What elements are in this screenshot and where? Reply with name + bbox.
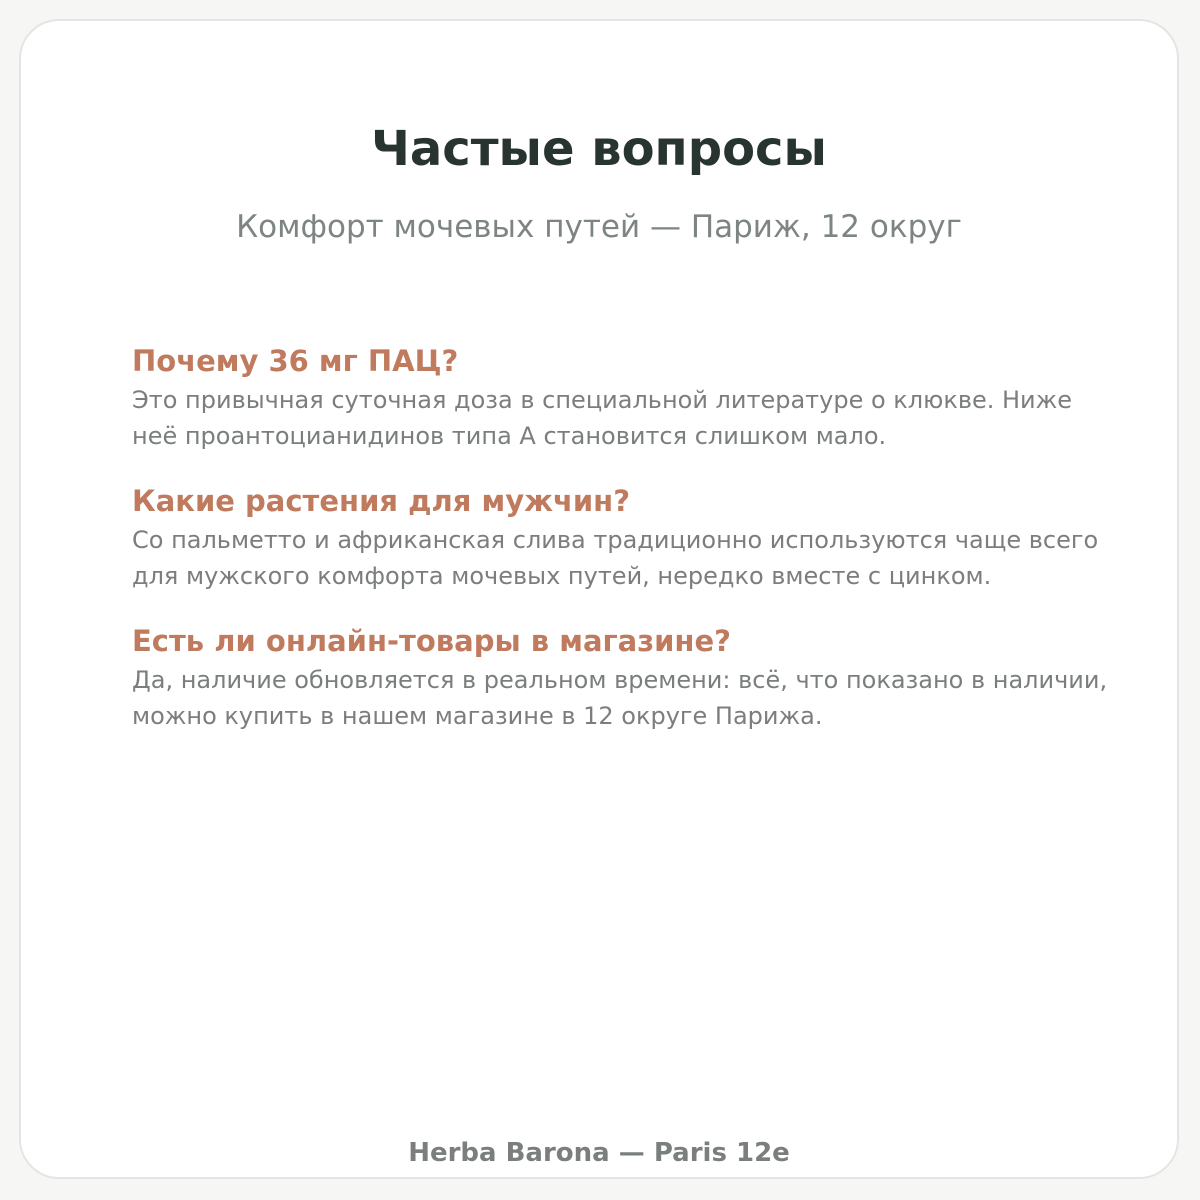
faq-answer: Да, наличие обновляется в реальном времени: всё, что показано в наличии, можно купить в нашем магазине в 12 округе Парижа. — [132, 666, 1108, 730]
faq-item — [132, 481, 1122, 594]
faq-item — [132, 621, 1122, 734]
page-subtitle: Комфорт мочевых путей — Париж, 12 округ — [236, 209, 962, 245]
faq-question: Почему 36 мг ПАЦ? — [132, 344, 459, 378]
faq-card — [19, 19, 1179, 1179]
faq-item — [132, 341, 1122, 454]
faq-answer: Это привычная суточная доза в специальной литературе о клюкве. Ниже неё проантоцианидинов типа А становится слишком мало. — [132, 386, 1073, 450]
page-title: Частые вопросы — [371, 121, 827, 177]
faq-question: Какие растения для мужчин? — [132, 484, 631, 518]
faq-answer: Со пальметто и африканская слива традиционно используются чаще всего для мужского комфорта мочевых путей, нередко вместе с цинком. — [132, 526, 1099, 590]
faq-list — [132, 341, 1122, 761]
footer-brand: Herba Barona — Paris 12e — [408, 1138, 790, 1168]
faq-question: Есть ли онлайн-товары в магазине? — [132, 624, 731, 658]
